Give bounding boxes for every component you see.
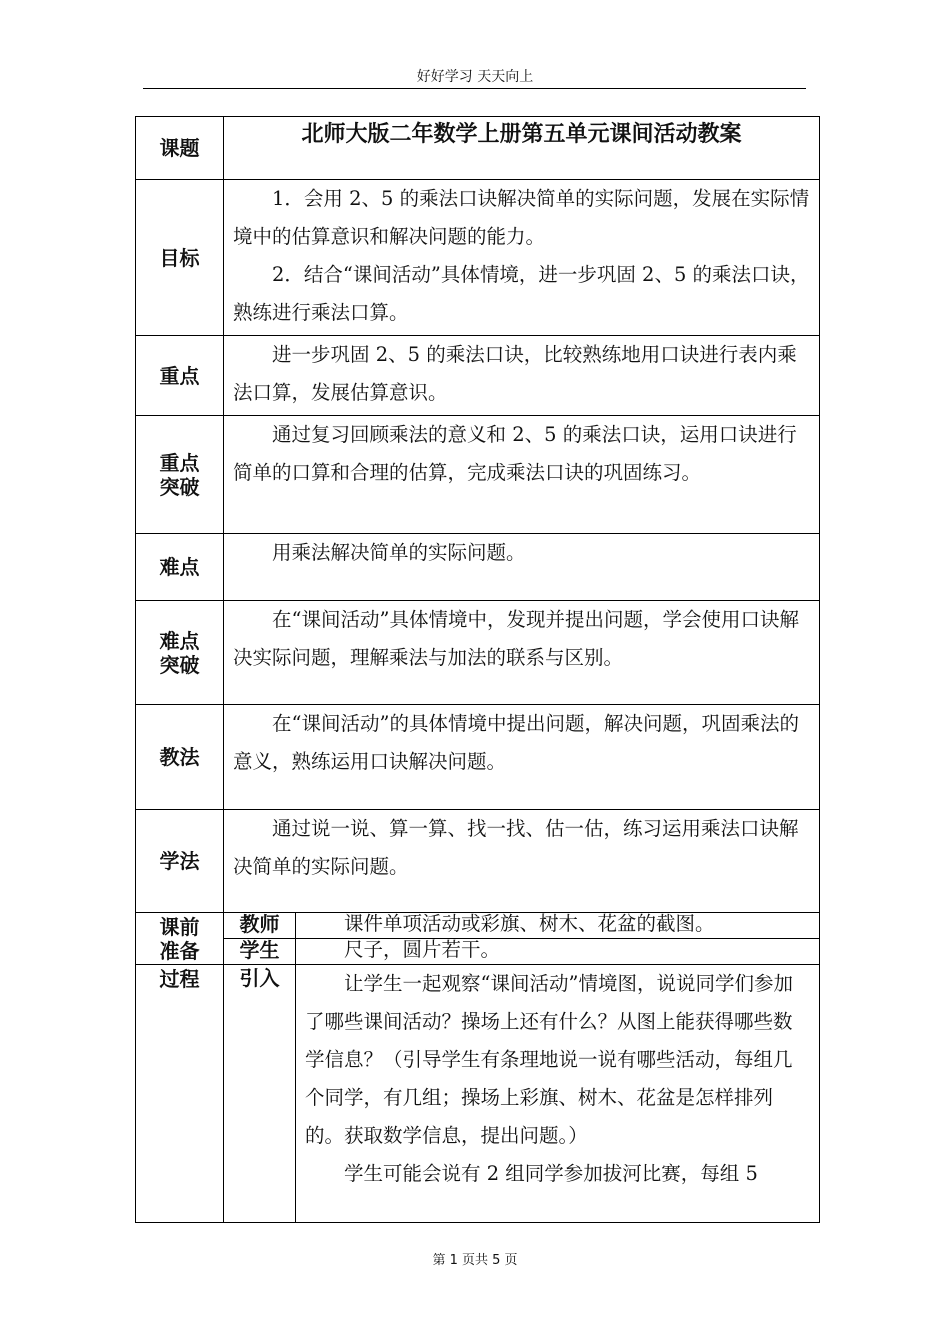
goals-label: 目标 — [136, 180, 224, 336]
row-difficulty — [136, 534, 820, 601]
title-row — [136, 117, 820, 180]
row-prep-teacher — [136, 913, 820, 939]
difficulty-breakthrough-content — [224, 601, 820, 705]
difficulty-breakthrough-label-line-1: 难点 — [159, 628, 200, 653]
lesson-plan-table — [135, 116, 820, 1223]
key-points-label: 重点 — [136, 336, 224, 416]
lesson-title: 北师大版二年数学上册第五单元课间活动教案 — [224, 117, 820, 180]
goals-content — [224, 180, 820, 336]
key-breakthrough-label-line-2: 突破 — [159, 474, 200, 499]
process-step-label: 引入 — [224, 965, 296, 1223]
difficulty-breakthrough-paragraph: 在“课间活动”具体情境中，发现并提出问题，学会使用口诀解决实际问题，理解乘法与加法的联系与区别。 — [233, 608, 799, 669]
key-breakthrough-label — [136, 416, 224, 534]
key-breakthrough-content — [224, 416, 820, 534]
teaching-method-paragraph: 在“课间活动”的具体情境中提出问题，解决问题，巩固乘法的意义，熟练运用口诀解决问题。 — [233, 712, 799, 773]
row-key-breakthrough — [136, 416, 820, 534]
process-content — [296, 965, 820, 1223]
row-goals — [136, 180, 820, 336]
key-points-paragraph: 进一步巩固 2、5 的乘法口诀，比较熟练地用口诀进行表内乘法口算，发展估算意识。 — [233, 343, 797, 404]
prep-teacher-label: 教师 — [224, 913, 296, 939]
title-label: 课题 — [136, 117, 224, 180]
row-teaching-method — [136, 705, 820, 810]
goals-paragraph-1: 1．会用 2、5 的乘法口诀解决简单的实际问题，发展在实际情境中的估算意识和解决问题的能力。 — [233, 187, 810, 248]
row-learning-method — [136, 810, 820, 913]
difficulty-label: 难点 — [136, 534, 224, 601]
page-header: 好好学习 天天向上 — [416, 69, 534, 85]
prep-student-content — [296, 939, 820, 965]
goals-paragraph-2: 2．结合“课间活动”具体情境，进一步巩固 2、5 的乘法口诀，熟练进行乘法口算。 — [233, 263, 810, 324]
difficulty-content — [224, 534, 820, 601]
key-breakthrough-label-line-1: 重点 — [159, 450, 200, 475]
key-points-content — [224, 336, 820, 416]
row-prep-student — [136, 939, 820, 965]
learning-method-content — [224, 810, 820, 913]
difficulty-breakthrough-label — [136, 601, 224, 705]
prep-label-line-1: 课前 — [159, 914, 200, 939]
prep-student-label: 学生 — [224, 939, 296, 965]
header-rule — [143, 88, 806, 89]
process-paragraph-1: 让学生一起观察“课间活动”情境图，说说同学们参加了哪些课间活动？操场上还有什么？从图上能获得哪些数学信息？（引导学生有条理地说一说有哪些活动，每组几个同学，有几组；操场上彩旗、树木、花盆是怎样排列的。获取数学信息，提出问题。） — [305, 972, 793, 1147]
teaching-method-content — [224, 705, 820, 810]
prep-teacher-text: 课件单项活动或彩旗、树木、花盆的截图。 — [344, 912, 715, 935]
row-difficulty-breakthrough — [136, 601, 820, 705]
prep-teacher-content — [296, 913, 820, 939]
difficulty-breakthrough-label-line-2: 突破 — [159, 652, 200, 677]
prep-student-text: 尺子，圆片若干。 — [344, 938, 501, 961]
row-process — [136, 965, 820, 1223]
key-breakthrough-paragraph: 通过复习回顾乘法的意义和 2、5 的乘法口诀，运用口诀进行简单的口算和合理的估算，完成乘法口诀的巩固练习。 — [233, 423, 797, 484]
process-paragraph-2: 学生可能会说有 2 组同学参加拔河比赛，每组 5 — [344, 1162, 758, 1185]
teaching-method-label: 教法 — [136, 705, 224, 810]
learning-method-label: 学法 — [136, 810, 224, 913]
learning-method-paragraph: 通过说一说、算一算、找一找、估一估，练习运用乘法口诀解决简单的实际问题。 — [233, 817, 799, 878]
row-key-points — [136, 336, 820, 416]
difficulty-paragraph: 用乘法解决简单的实际问题。 — [272, 541, 526, 564]
process-label: 过程 — [136, 965, 224, 1223]
page-footer: 第 1 页共 5 页 — [432, 1253, 518, 1268]
prep-label-line-2: 准备 — [159, 938, 200, 963]
prep-label — [136, 913, 224, 965]
